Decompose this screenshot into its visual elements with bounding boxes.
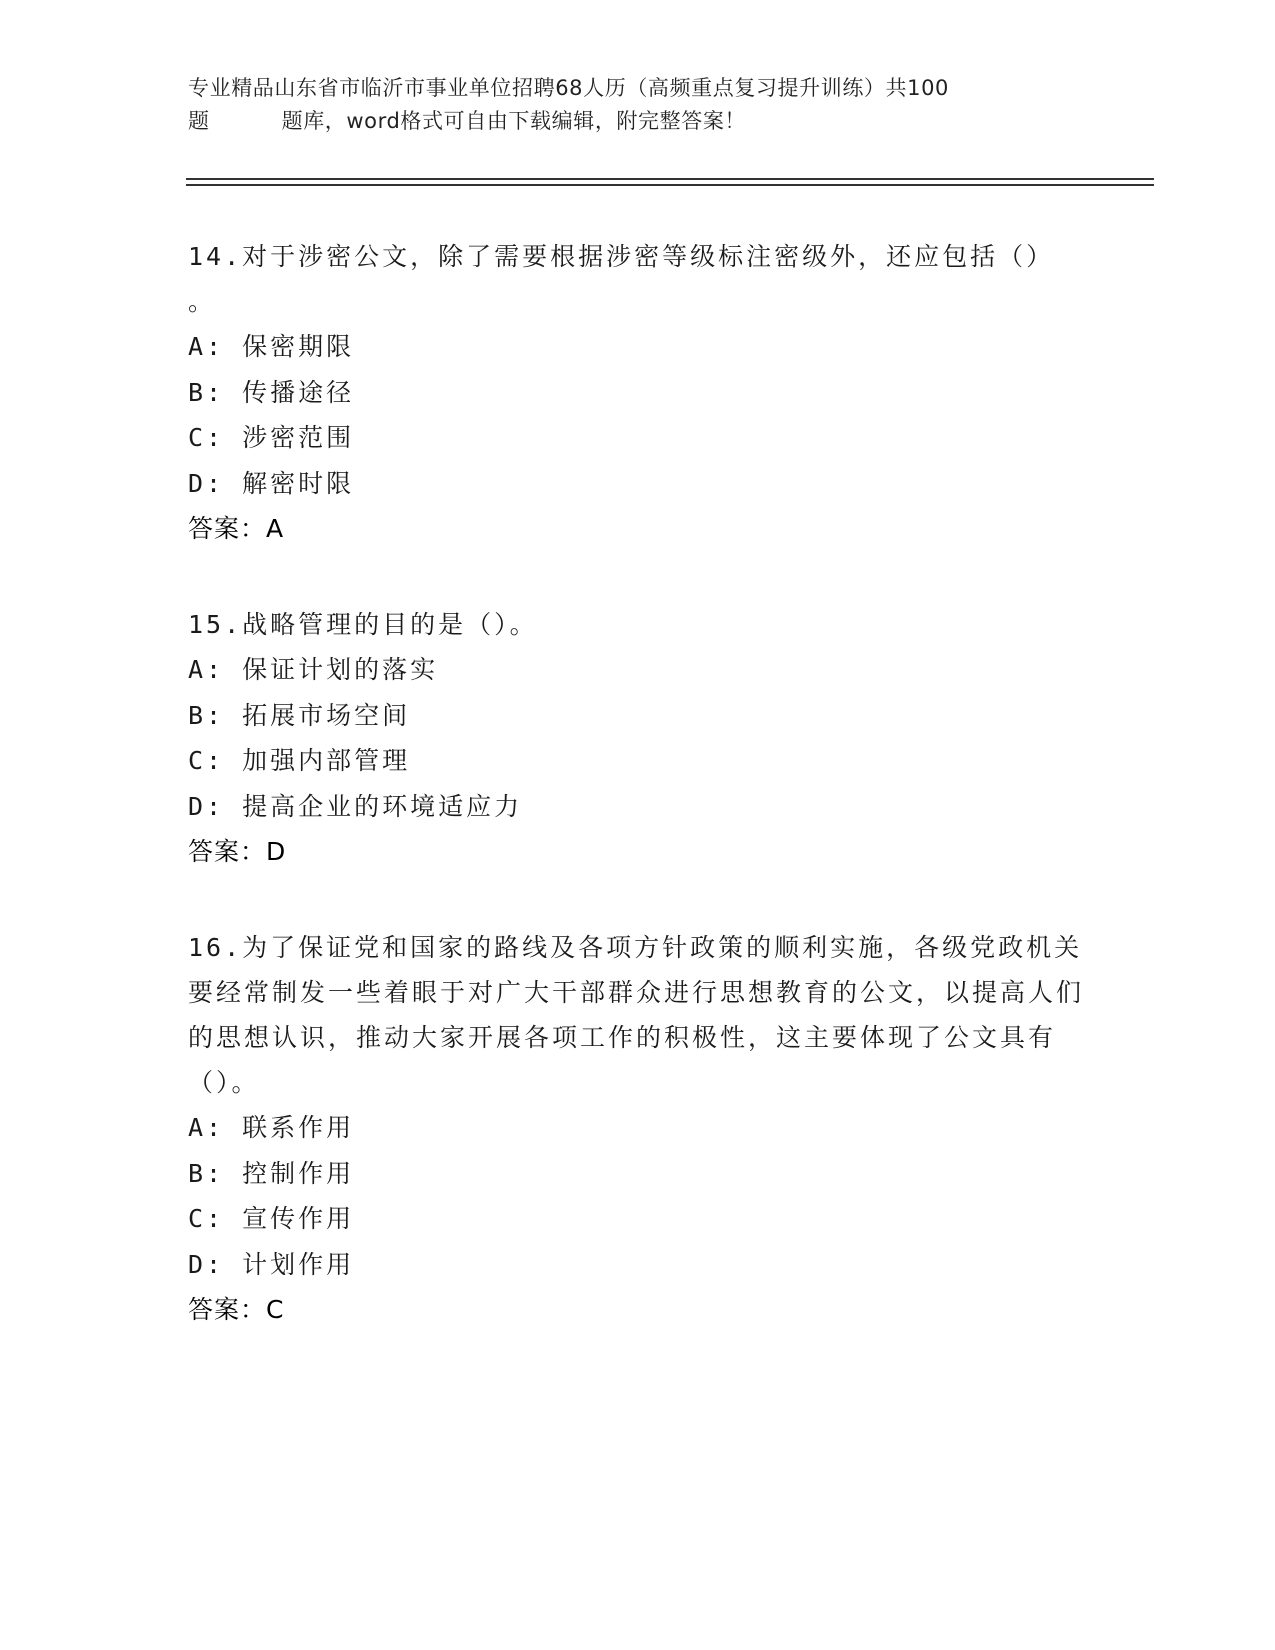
answer-value: A — [266, 514, 285, 543]
question-text — [188, 925, 1088, 1105]
answer-label: 答案： — [188, 837, 267, 866]
answer-line — [188, 829, 1088, 875]
option-a: A: 联系作用 — [188, 1113, 355, 1142]
header-title-line2 — [188, 105, 1088, 138]
question-stem: 16.为了保证党和国家的路线及各项方针政策的顺利实施，各级党政机关要经常制发一些着眼于对广大干部群众进行思想教育的公文，以提高人们的思想认识，推动大家开展各项工作的积极性，这主要体现了公文具有（）。 — [188, 933, 1085, 1097]
answer-line — [188, 1287, 1088, 1333]
answer-value: D — [266, 837, 287, 866]
question-text — [188, 602, 1088, 647]
answer-line — [188, 506, 1088, 552]
answer-label: 答案： — [188, 514, 267, 543]
option-b: B: 传播途径 — [188, 377, 355, 407]
question-stem: 15.战略管理的目的是（）。 — [188, 610, 538, 639]
question-list — [188, 234, 1088, 1383]
option-b: B: 控制作用 — [188, 1158, 355, 1188]
option-c: C: 宣传作用 — [188, 1204, 355, 1233]
option-d: D: 提高企业的环境适应力 — [188, 791, 523, 821]
answer-label: 答案： — [188, 1295, 267, 1324]
option-b: B: 拓展市场空间 — [188, 700, 411, 730]
option-c: C: 加强内部管理 — [188, 746, 411, 775]
question-stem-tail: 。 — [188, 287, 217, 316]
option-c: C: 涉密范围 — [188, 423, 355, 452]
header-title-line1: 专业精品山东省市临沂市事业单位招聘68人历（高频重点复习提升训练）共100 — [188, 76, 950, 100]
question-item — [188, 602, 1088, 875]
header-divider-bottom — [186, 184, 1154, 186]
option-d: D: 计划作用 — [188, 1249, 355, 1279]
header-divider-top — [186, 178, 1154, 180]
question-stem: 14.对于涉密公文，除了需要根据涉密等级标注密级外，还应包括（） — [188, 242, 1055, 271]
option-a: A: 保密期限 — [188, 332, 355, 361]
option-a: A: 保证计划的落实 — [188, 655, 439, 684]
answer-value: C — [266, 1295, 285, 1324]
question-item — [188, 925, 1088, 1333]
question-text — [188, 234, 1088, 324]
option-d: D: 解密时限 — [188, 468, 355, 498]
document-header — [188, 72, 1088, 138]
question-item — [188, 234, 1088, 552]
header-title-line2-start: 题 — [188, 109, 210, 133]
header-title-line2-rest: 题库，word格式可自由下载编辑，附完整答案！ — [281, 109, 747, 133]
